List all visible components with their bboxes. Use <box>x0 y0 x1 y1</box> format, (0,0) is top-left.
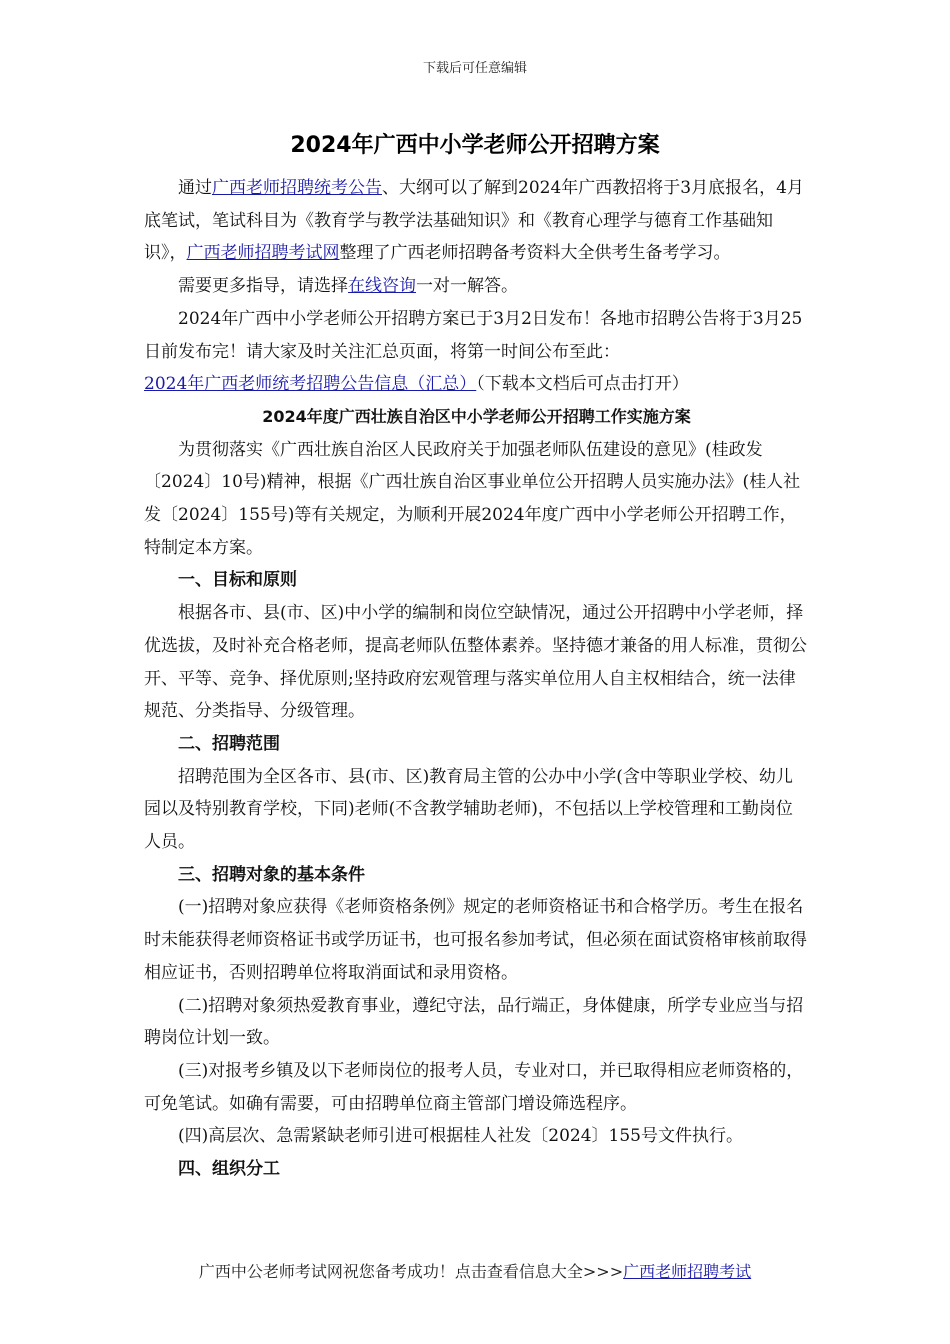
intro-text: 通过 <box>178 178 212 198</box>
section-text-1: 根据各市、县(市、区)中小学的编制和岗位空缺情况，通过公开招聘中小学老师，择优选拔，及时补充合格老师，提高老师队伍整体素养。坚持德才兼备的用人标准，贯彻公开、平等、竞争、择优原则;坚持政府宏观管理与落实单位用人自主权相结合，统一法律规范、分类指导、分级管理。 <box>144 603 807 722</box>
document-body <box>144 172 809 1186</box>
footer-link[interactable]: 广西老师招聘考试 <box>623 1262 752 1281</box>
intro-text: 需要更多指导，请选择 <box>178 276 348 297</box>
intro-text: 整理了广西老师招聘备考资料大全供考生备考学习。 <box>339 243 731 264</box>
footer-text: 广西中公老师考试网祝您备考成功！点击查看信息大全>>> <box>198 1262 624 1281</box>
section-heading-1: 一、目标和原则 <box>178 570 297 591</box>
page-footer <box>0 1259 950 1282</box>
plan-subtitle: 2024年度广西壮族自治区中小学老师公开招聘工作实施方案 <box>262 406 691 426</box>
section-text-2: 招聘范围为全区各市、县(市、区)教育局主管的公办中小学(含中等职业学校、幼儿园以及特别教育学校，下同)老师(不含教学辅助老师)，不包括以上学校管理和工勤岗位人员。 <box>144 766 793 853</box>
condition-item: (四)高层次、急需紧缺老师引进可根据桂人社发〔2024〕155号文件执行。 <box>178 1126 743 1147</box>
intro-paragraph-4 <box>144 368 809 401</box>
exam-site-link[interactable]: 广西老师招聘考试网 <box>186 243 340 264</box>
intro-paragraph-2 <box>144 270 809 303</box>
condition-item: (二)招聘对象须热爱教育事业，遵纪守法，品行端正，身体健康，所学专业应当与招聘岗位计划一致。 <box>144 995 804 1049</box>
intro-text: （下载本文档后可点击打开） <box>476 374 689 395</box>
intro-text: 、大纲可以了解到2024年广西教招将于3月底报名，4月底笔试，笔试科目为《教育学与教学法基础知识》和《教育心理学与德育工作基础知识》， <box>144 178 804 264</box>
exam-announcement-link[interactable]: 广西老师招聘统考公告 <box>212 178 382 198</box>
intro-paragraph-1 <box>144 172 809 270</box>
intro-paragraph-3: 2024年广西中小学老师公开招聘方案已于3月2日发布！各地市招聘公告将于3月25日前发布完！请大家及时关注汇总页面，将第一时间公布至此： <box>144 308 803 362</box>
header-note: 下载后可任意编辑 <box>422 61 527 76</box>
condition-item: (三)对报考乡镇及以下老师岗位的报考人员，专业对口，并已取得相应老师资格的，可免笔试。如确有需要，可由招聘单位商主管部门增设筛选程序。 <box>144 1060 804 1114</box>
announcement-summary-link[interactable]: 2024年广西老师统考招聘公告信息（汇总） <box>144 374 477 395</box>
document-title: 2024年广西中小学老师公开招聘方案 <box>290 133 660 158</box>
section-heading-4: 四、组织分工 <box>178 1159 280 1180</box>
online-consult-link[interactable]: 在线咨询 <box>348 276 416 297</box>
intro-text: 一对一解答。 <box>416 276 518 297</box>
preamble-paragraph: 为贯彻落实《广西壮族自治区人民政府关于加强老师队伍建设的意见》(桂政发〔2024〕10号)精神，根据《广西壮族自治区事业单位公开招聘人员实施办法》(桂人社发〔2024〕155号)等有关规定，为顺利开展2024年度广西中小学老师公开招聘工作，特制定本方案。 <box>144 439 801 558</box>
section-heading-3: 三、招聘对象的基本条件 <box>178 864 365 885</box>
condition-item: (一)招聘对象应获得《老师资格条例》规定的老师资格证书和合格学历。考生在报名时未能获得老师资格证书或学历证书，也可报名参加考试，但必须在面试资格审核前取得相应证书，否则招聘单位将取消面试和录用资格。 <box>144 897 807 983</box>
section-heading-2: 二、招聘范围 <box>178 733 280 754</box>
